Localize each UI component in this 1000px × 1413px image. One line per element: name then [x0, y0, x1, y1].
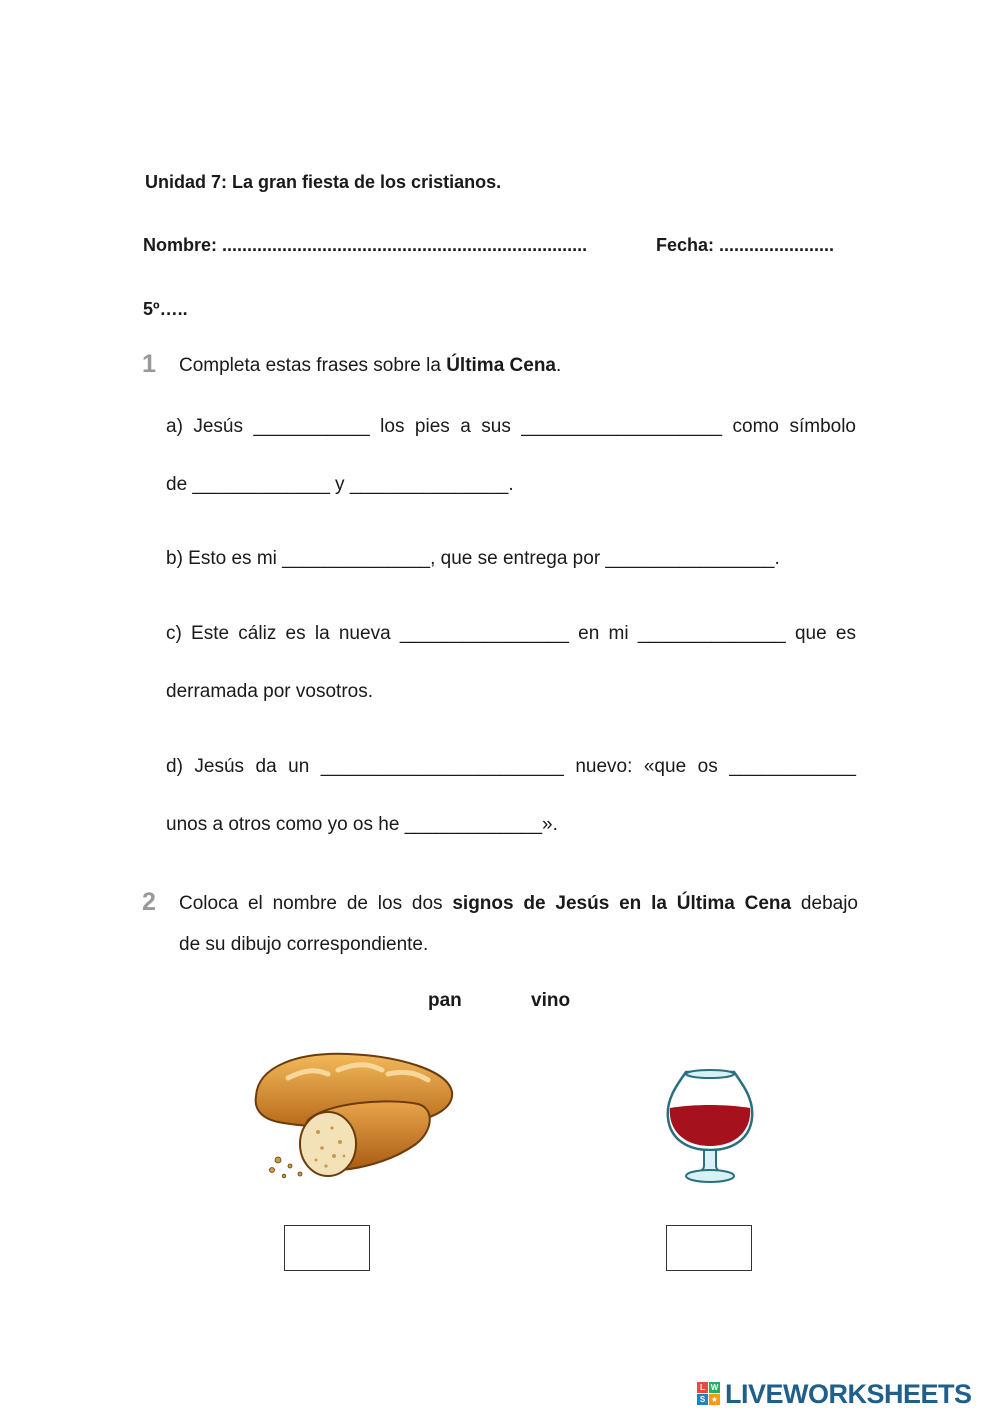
- date-field-label: Fecha: .......................: [656, 235, 835, 255]
- question-2-instruction-line-1: [179, 893, 858, 915]
- logo-star: ★: [710, 1395, 719, 1404]
- page-title: Unidad 7: La gran fiesta de los cristianos.: [145, 172, 502, 192]
- word-vino: vino: [531, 990, 571, 1011]
- liveworksheets-logo: [697, 1378, 972, 1410]
- question-2-text-b: debajo: [791, 893, 858, 914]
- sentence-a-line-1: a) Jesús ___________ los pies a sus ___________________ como símbolo: [166, 416, 856, 437]
- sentence-c-line-2: derramada por vosotros.: [166, 681, 373, 702]
- logo-mark-icon: [697, 1382, 721, 1406]
- logo-letter-w: W: [710, 1383, 719, 1392]
- sentence-d-line-2: unos a otros como yo os he _____________».: [166, 814, 558, 835]
- question-2-text-bold: signos de Jesús en la Última Cena: [452, 893, 792, 914]
- word-pan: pan: [428, 990, 462, 1011]
- sentence-c-line-1: c) Este cáliz es la nueva ________________ en mi ______________ que es: [166, 623, 856, 644]
- name-field-label: Nombre: .........................................................................: [143, 235, 588, 255]
- question-2-instruction-line-2: de su dibujo correspondiente.: [179, 934, 429, 955]
- logo-letter-s: S: [697, 1394, 708, 1405]
- sentence-b: b) Esto es mi ______________, que se entrega por ________________.: [166, 548, 780, 569]
- answer-box-wine[interactable]: [666, 1225, 752, 1271]
- question-1-instruction: [179, 355, 561, 377]
- wine-glass-icon: [664, 1066, 756, 1188]
- question-2-number: 2: [142, 888, 156, 916]
- sentence-a-line-2: de _____________ y _______________.: [166, 474, 514, 495]
- grade-label: 5º…..: [143, 299, 188, 319]
- question-2-text-a: Coloca el nombre de los dos: [179, 893, 453, 914]
- sentence-d-line-1: d) Jesús da un _______________________ nuevo: «que os ____________: [166, 756, 856, 777]
- bread-icon: [248, 1048, 458, 1182]
- question-1-intro: Completa estas frases sobre la: [179, 355, 447, 376]
- logo-text: LIVEWORKSHEETS: [725, 1378, 972, 1409]
- answer-box-bread[interactable]: [284, 1225, 370, 1271]
- question-1-intro-bold: Última Cena: [446, 355, 556, 376]
- question-1-intro-end: .: [556, 355, 562, 376]
- logo-letter-l: L: [697, 1382, 708, 1393]
- question-1-number: 1: [142, 350, 156, 378]
